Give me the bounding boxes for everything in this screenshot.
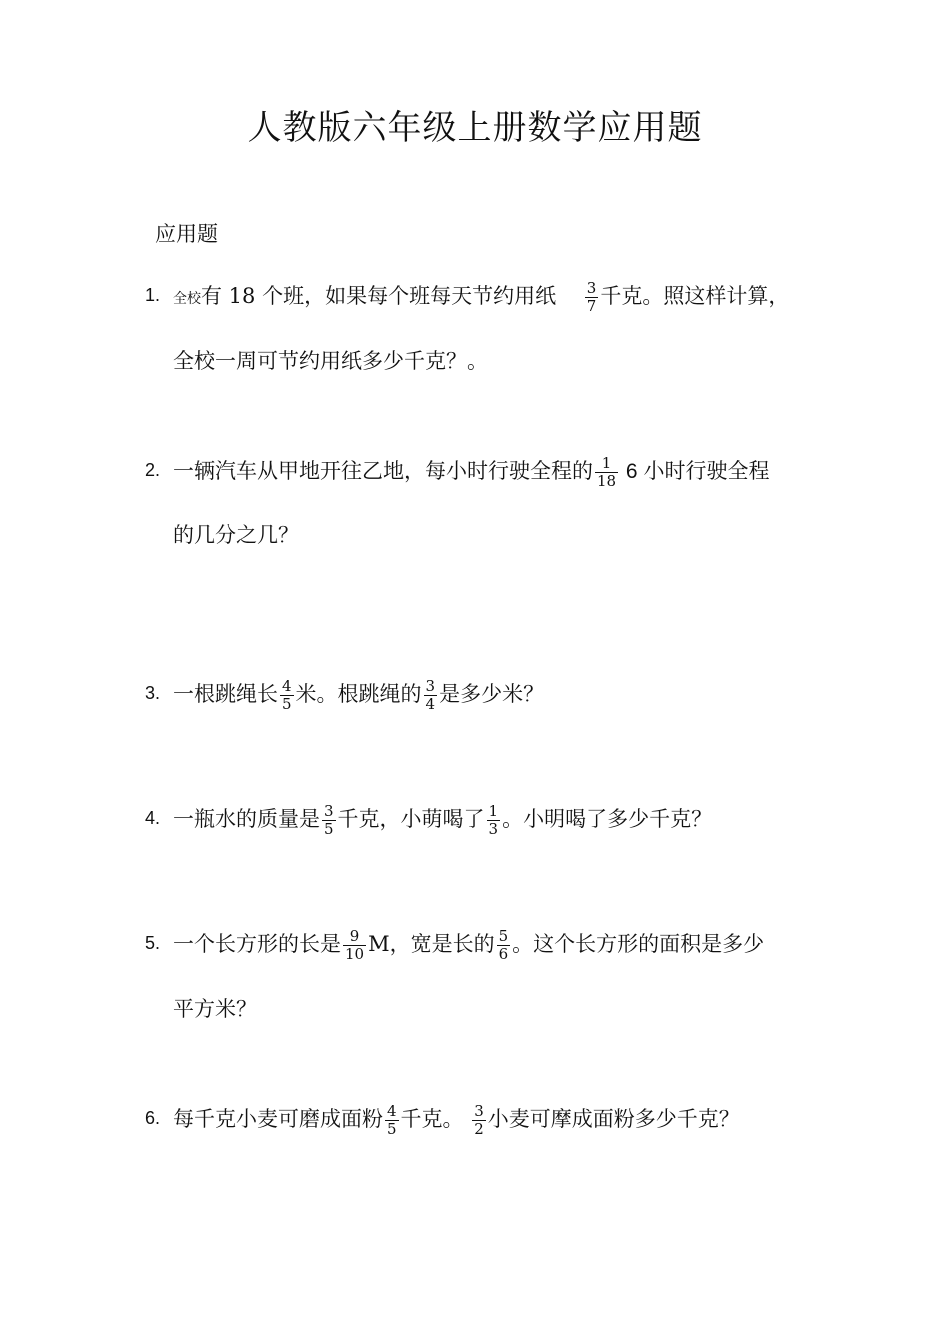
question-text: 每千克小麦可磨成面粉 $\frac{4}{5}$ 千克。 $\frac{3}{2}$ 小麦可摩成面粉多少千克？ bbox=[173, 1102, 740, 1138]
question-number: 3. bbox=[145, 683, 161, 703]
question-text: 全校有 18 个班，如果每个班每天节约用纸 $\frac{3}{7}$ 千克。照这样计算， bbox=[173, 279, 790, 315]
fraction: $\frac{5}{6}$ bbox=[498, 927, 509, 963]
page-title: 人教版六年级上册数学应用题 bbox=[247, 108, 703, 148]
question-prefix: 全校 bbox=[173, 291, 201, 307]
question-text: 一个长方形的长是 $\frac{9}{10}$ M，宽是长的 $\frac{5}{6}$ 。这个长方形的面积是多少 bbox=[173, 927, 765, 963]
fraction: $\frac{9}{10}$ bbox=[345, 927, 365, 963]
fraction: $\frac{3}{7}$ bbox=[586, 279, 597, 315]
fraction: $\frac{3}{4}$ bbox=[425, 677, 436, 713]
fraction: $\frac{4}{5}$ bbox=[282, 677, 292, 713]
question-text-continued: 全校一周可节约用纸多少千克？。 bbox=[173, 349, 488, 373]
question-number: 4. bbox=[145, 808, 161, 828]
question-number: 1. bbox=[145, 285, 161, 305]
question-text-continued: 平方米？ bbox=[173, 997, 257, 1021]
fraction: $\frac{1}{3}$ bbox=[488, 802, 499, 838]
fraction: $\frac{3}{2}$ bbox=[474, 1102, 484, 1138]
fraction: $\frac{1}{18}$ bbox=[597, 454, 617, 490]
question-text: 一根跳绳长 $\frac{4}{5}$ 米。根跳绳的 $\frac{3}{4}$ 是多少米？ bbox=[173, 677, 545, 713]
question-number: 5. bbox=[145, 933, 161, 953]
question-text: 一辆汽车从甲地开往乙地，每小时行驶全程的 $\frac{1}{18}$ 6 小时行驶全程 bbox=[173, 454, 770, 490]
question-text: 一瓶水的质量是 $\frac{3}{5}$ 千克，小萌喝了 $\frac{1}{3}$ 。小明喝了多少千克？ bbox=[173, 802, 713, 838]
question-number: 6. bbox=[145, 1108, 161, 1128]
question-number: 2. bbox=[145, 460, 161, 480]
fraction: $\frac{4}{5}$ bbox=[387, 1102, 397, 1138]
question-text-continued: 的几分之几？ bbox=[173, 523, 299, 547]
fraction: $\frac{3}{5}$ bbox=[324, 802, 334, 838]
section-heading: 应用题 bbox=[155, 222, 218, 246]
